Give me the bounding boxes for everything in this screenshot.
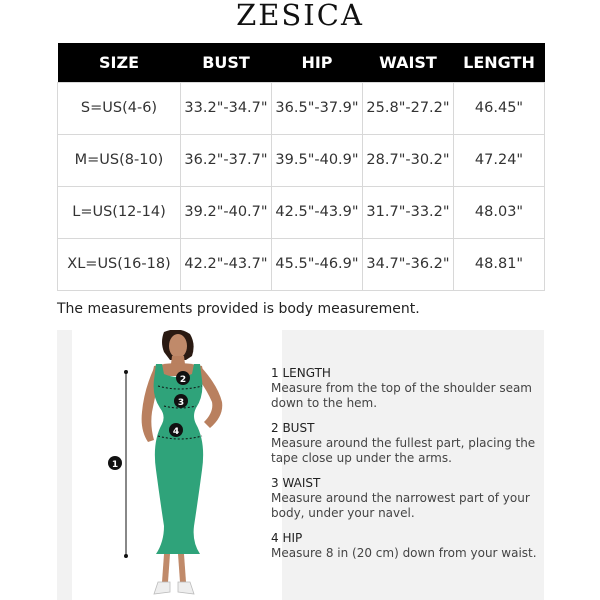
hip-cell: 36.5"-37.9" bbox=[272, 82, 363, 134]
header-length: LENGTH bbox=[454, 43, 545, 82]
model-figure bbox=[72, 330, 282, 600]
table-row bbox=[58, 82, 545, 134]
hip-cell: 42.5"-43.9" bbox=[272, 186, 363, 238]
marker-bust bbox=[176, 371, 190, 385]
left-shoe-shape bbox=[154, 582, 170, 594]
dress-shape bbox=[154, 364, 204, 554]
bust-cell: 33.2"-34.7" bbox=[181, 82, 272, 134]
instruction-bust bbox=[271, 421, 541, 466]
neck-shape bbox=[171, 356, 185, 364]
svg-text:4: 4 bbox=[172, 427, 180, 437]
length-line-top-dot bbox=[124, 370, 128, 374]
svg-text:2: 2 bbox=[179, 375, 187, 385]
instruction-text: Measure 8 in (20 cm) down from your waist. bbox=[271, 546, 537, 560]
instruction-hip bbox=[271, 531, 541, 561]
instruction-title: 4 HIP bbox=[271, 531, 303, 545]
length-cell: 46.45" bbox=[454, 82, 545, 134]
brand-logo: ZESICA bbox=[236, 0, 364, 32]
table-row bbox=[58, 186, 545, 238]
instruction-waist bbox=[271, 476, 541, 521]
size-chart-table bbox=[57, 43, 545, 291]
size-cell: M=US(8-10) bbox=[58, 134, 181, 186]
instruction-text: Measure from the top of the shoulder seam down to the hem. bbox=[271, 381, 532, 410]
marker-hip bbox=[169, 423, 183, 437]
measurement-instructions bbox=[271, 366, 541, 571]
marker-waist bbox=[174, 394, 188, 408]
hip-cell: 39.5"-40.9" bbox=[272, 134, 363, 186]
bust-cell: 39.2"-40.7" bbox=[181, 186, 272, 238]
instruction-title: 3 WAIST bbox=[271, 476, 321, 490]
length-line-bottom-dot bbox=[124, 554, 128, 558]
header-size: SIZE bbox=[58, 43, 181, 82]
instruction-length bbox=[271, 366, 541, 411]
header-waist: WAIST bbox=[363, 43, 454, 82]
instruction-text: Measure around the fullest part, placing the tape close up under the arms. bbox=[271, 436, 536, 465]
measurement-note: The measurements provided is body measurement. bbox=[57, 301, 420, 317]
model-illustration bbox=[72, 330, 282, 600]
waist-cell: 28.7"-30.2" bbox=[363, 134, 454, 186]
instruction-title: 1 LENGTH bbox=[271, 366, 331, 380]
length-cell: 47.24" bbox=[454, 134, 545, 186]
header-hip: HIP bbox=[272, 43, 363, 82]
waist-cell: 34.7"-36.2" bbox=[363, 238, 454, 290]
marker-length bbox=[108, 456, 122, 470]
length-cell: 48.81" bbox=[454, 238, 545, 290]
svg-text:3: 3 bbox=[177, 398, 185, 408]
instruction-title: 2 BUST bbox=[271, 421, 315, 435]
hip-cell: 45.5"-46.9" bbox=[272, 238, 363, 290]
size-cell: S=US(4-6) bbox=[58, 82, 181, 134]
table-row bbox=[58, 134, 545, 186]
face-shape bbox=[169, 334, 187, 358]
table-header-row bbox=[58, 43, 545, 82]
right-leg-shape bbox=[178, 554, 186, 582]
table-row bbox=[58, 238, 545, 290]
waist-cell: 31.7"-33.2" bbox=[363, 186, 454, 238]
size-cell: L=US(12-14) bbox=[58, 186, 181, 238]
waist-cell: 25.8"-27.2" bbox=[363, 82, 454, 134]
left-leg-shape bbox=[162, 554, 170, 582]
right-shoe-shape bbox=[178, 582, 194, 594]
header-bust: BUST bbox=[181, 43, 272, 82]
size-cell: XL=US(16-18) bbox=[58, 238, 181, 290]
bust-cell: 36.2"-37.7" bbox=[181, 134, 272, 186]
svg-text:1: 1 bbox=[111, 460, 119, 470]
instruction-text: Measure around the narrowest part of your body, under your navel. bbox=[271, 491, 530, 520]
length-cell: 48.03" bbox=[454, 186, 545, 238]
bust-cell: 42.2"-43.7" bbox=[181, 238, 272, 290]
